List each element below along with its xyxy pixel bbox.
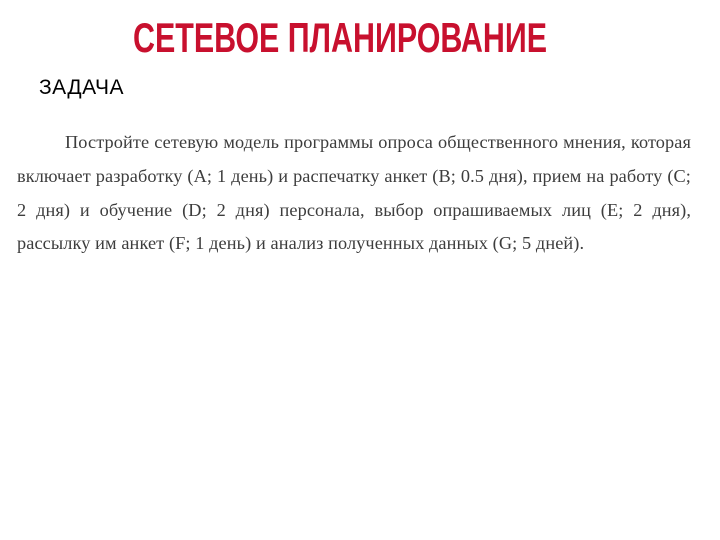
section-label: ЗАДАЧА [39, 76, 124, 99]
task-text: Постройте сетевую модель программы опроса общественного мнения, которая включает разработку (А; 1 день) и распечатку анкет (В; 0.5 дня), прием на работу (С; 2 дня) и обучение (D; 2 дня) персонала, выбор опрашиваемых лиц (Е; 2 дня), рассылку им анкет (F; 1 день) и анализ полученных данных (G; 5 дней). [17, 132, 691, 254]
slide-title [130, 10, 550, 60]
slide-title-graphic [130, 10, 550, 60]
slide-title-text: СЕТЕВОЕ ПЛАНИРОВАНИЕ [133, 14, 547, 61]
